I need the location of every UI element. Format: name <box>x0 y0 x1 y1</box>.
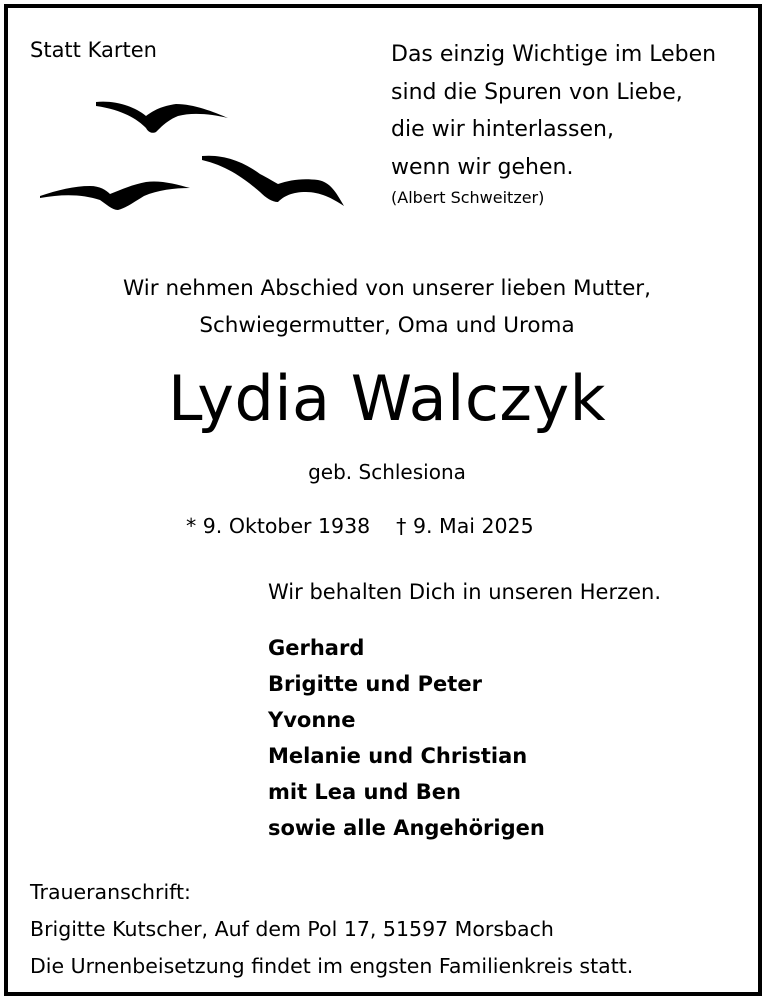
intro-line: Wir nehmen Abschied von unserer lieben Mutter, <box>123 276 651 301</box>
intro-line: Schwiegermutter, Oma und Uroma <box>199 313 575 338</box>
obituary-notice <box>4 4 762 996</box>
bird-icon <box>96 102 228 133</box>
family-member: Melanie und Christian <box>268 744 528 768</box>
birth-date: * 9. Oktober 1938 <box>186 514 371 538</box>
mourning-address: Brigitte Kutscher, Auf dem Pol 17, 51597 Morsbach <box>30 917 554 941</box>
quote-line: Das einzig Wichtige im Leben <box>391 42 717 67</box>
family-list <box>268 630 545 846</box>
family-member: Yvonne <box>268 708 356 732</box>
deceased-name: Lydia Walczyk <box>167 362 607 435</box>
statt-karten-label: Statt Karten <box>30 38 157 62</box>
footer-block <box>30 874 633 985</box>
family-member: sowie alle Angehörigen <box>268 816 545 840</box>
flying-birds-icon <box>34 92 354 226</box>
family-member: mit Lea und Ben <box>268 780 461 804</box>
death-date: † 9. Mai 2025 <box>396 514 534 538</box>
bird-icon <box>40 181 190 210</box>
address-label: Traueranschrift: <box>30 880 191 904</box>
quote-author: (Albert Schweitzer) <box>391 188 545 207</box>
family-member: Brigitte und Peter <box>268 672 482 696</box>
farewell-text: Wir behalten Dich in unseren Herzen. <box>268 580 662 604</box>
life-dates <box>186 514 534 538</box>
burial-note: Die Urnenbeisetzung findet im engsten Familienkreis statt. <box>30 954 634 978</box>
family-member: Gerhard <box>268 636 365 660</box>
bird-icon <box>202 156 344 206</box>
birth-name: geb. Schlesiona <box>308 460 466 484</box>
quote-line: sind die Spuren von Liebe, <box>391 79 683 105</box>
intro-text <box>8 270 766 344</box>
quote-block <box>391 36 716 210</box>
quote-line: wenn wir gehen. <box>391 154 574 180</box>
quote-line: die wir hinterlassen, <box>391 117 614 142</box>
